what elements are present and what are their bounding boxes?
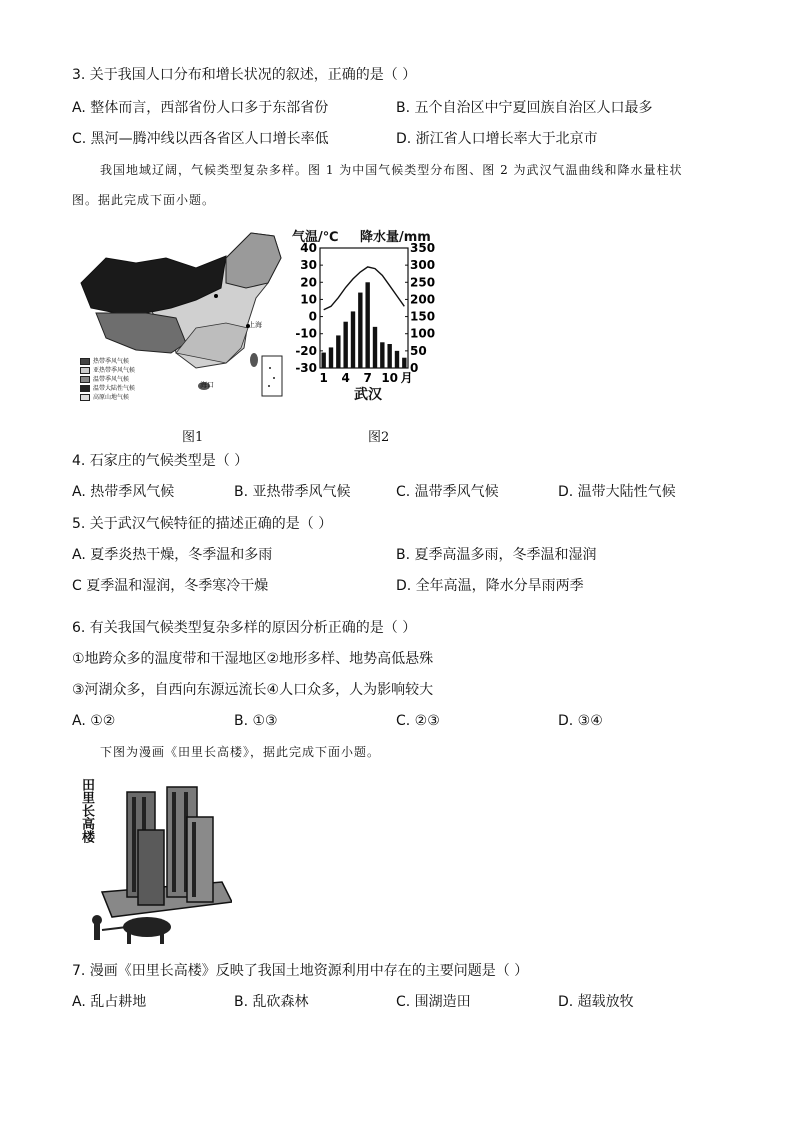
q3-option-c: C. 黑河—腾冲线以西各省区人口增长率低 xyxy=(72,131,329,147)
q7-option-b: B. 乱砍森林 xyxy=(234,994,309,1010)
precipitation-bar xyxy=(373,327,377,368)
y-left-tick-label: 10 xyxy=(300,292,317,307)
q5-option-a: A. 夏季炎热干燥，冬季温和多雨 xyxy=(72,547,273,563)
q3-option-b: B. 五个自治区中宁夏回族自治区人口最多 xyxy=(396,100,653,116)
precipitation-bar xyxy=(395,351,399,368)
y-left-tick-label: -30 xyxy=(295,361,317,375)
y-right-tick-label: 0 xyxy=(410,361,419,375)
y-left-tick-label: 0 xyxy=(308,309,317,324)
figure-2-climate-chart xyxy=(290,226,440,406)
figure-1-legend xyxy=(76,356,166,406)
legend-item-1: 热带季风气候 xyxy=(80,358,129,365)
legend-item-3: 温带季风气候 xyxy=(80,376,129,383)
y-left-axis-label: 气温/℃ xyxy=(292,230,339,245)
q6-option-a: A. ①② xyxy=(72,713,116,729)
q3-stem: 3. 关于我国人口分布和增长状况的叙述，正确的是（ ） xyxy=(72,67,417,83)
plot-frame xyxy=(320,248,408,368)
climate-chart-svg xyxy=(290,226,440,406)
q6-option-d: D. ③④ xyxy=(558,713,603,729)
q6-item-2: ③河湖众多，自西向东源远流长④人口众多，人为影响较大 xyxy=(72,682,434,698)
q4-option-d: D. 温带大陆性气候 xyxy=(558,484,676,500)
chart-city-label: 武汉 xyxy=(354,387,382,403)
legend-item-5: 高原山地气候 xyxy=(80,394,129,401)
passage-1-line-2: 图。据此完成下面小题。 xyxy=(72,193,216,207)
y-right-tick-label: 200 xyxy=(410,292,436,307)
q5-stem: 5. 关于武汉气候特征的描述正确的是（ ） xyxy=(72,516,333,532)
y-right-tick-label: 350 xyxy=(410,241,436,255)
q3-option-a: A. 整体而言，西部省份人口多于东部省份 xyxy=(72,100,329,116)
legend-item-4: 温带大陆性气候 xyxy=(80,385,135,392)
y-left-tick-label: 20 xyxy=(300,275,317,290)
q4-option-b: B. 亚热带季风气候 xyxy=(234,484,351,500)
x-unit-label: 月 xyxy=(400,371,413,385)
precipitation-bar xyxy=(336,335,340,368)
cartoon-title: 田里长高楼 xyxy=(79,778,94,843)
q5-option-c: C 夏季温和湿润，冬季寒冷干燥 xyxy=(72,578,269,594)
q4-option-c: C. 温带季风气候 xyxy=(396,484,499,500)
label-haikou: 海口 xyxy=(200,381,214,389)
x-tick-label: 10 xyxy=(381,371,399,385)
temperature-line xyxy=(324,267,405,310)
cartoon-icon xyxy=(72,772,232,947)
figure-1-caption: 图1 xyxy=(182,430,204,445)
y-left-tick-label: -20 xyxy=(295,343,317,358)
y-right-tick-label: 250 xyxy=(410,275,436,290)
precipitation-bar xyxy=(329,347,333,368)
precipitation-bar xyxy=(321,353,325,368)
q4-stem: 4. 石家庄的气候类型是（ ） xyxy=(72,453,249,469)
y-left-tick-label: -10 xyxy=(295,326,317,341)
q6-option-b: B. ①③ xyxy=(234,713,278,729)
y-right-axis-label: 降水量/mm xyxy=(360,230,431,245)
q4-option-a: A. 热带季风气候 xyxy=(72,484,175,500)
legend-item-2: 亚热带季风气候 xyxy=(80,367,135,374)
figure-2-caption: 图2 xyxy=(368,430,390,445)
y-right-tick-label: 100 xyxy=(410,326,436,341)
q6-stem: 6. 有关我国气候类型复杂多样的原因分析正确的是（ ） xyxy=(72,620,417,636)
precipitation-bar xyxy=(402,358,406,368)
q5-option-b: B. 夏季高温多雨，冬季温和湿润 xyxy=(396,547,597,563)
q7-option-c: C. 围湖造田 xyxy=(396,994,471,1010)
q7-stem: 7. 漫画《田里长高楼》反映了我国土地资源利用中存在的主要问题是（ ） xyxy=(72,963,529,979)
y-right-tick-label: 150 xyxy=(410,309,436,324)
q6-item-1: ①地跨众多的温度带和干湿地区②地形多样、地势高低悬殊 xyxy=(72,651,434,667)
q7-option-d: D. 超载放牧 xyxy=(558,994,634,1010)
y-right-tick-label: 300 xyxy=(410,258,436,273)
cartoon-buildings-in-field xyxy=(72,772,232,947)
precipitation-bar xyxy=(343,322,347,368)
x-tick-label: 7 xyxy=(363,371,372,385)
q7-option-a: A. 乱占耕地 xyxy=(72,994,147,1010)
passage-2-line-1: 下图为漫画《田里长高楼》，据此完成下面小题。 xyxy=(100,745,381,759)
q3-option-d: D. 浙江省人口增长率大于北京市 xyxy=(396,131,598,147)
x-tick-label: 4 xyxy=(341,371,350,385)
precipitation-bar xyxy=(358,293,362,368)
figure-1-climate-map xyxy=(76,228,286,408)
x-tick-label: 1 xyxy=(319,371,328,385)
q5-option-d: D. 全年高温，降水分旱雨两季 xyxy=(396,578,584,594)
passage-1-line-1: 我国地域辽阔，气候类型复杂多样。图 1 为中国气候类型分布图、图 2 为武汉气温曲线和降水量柱状 xyxy=(100,163,683,177)
y-left-tick-label: 40 xyxy=(300,241,317,255)
precipitation-bar xyxy=(387,344,391,368)
precipitation-bar xyxy=(380,342,384,368)
q6-option-c: C. ②③ xyxy=(396,713,440,729)
label-shanghai: 上海 xyxy=(248,321,262,329)
y-right-tick-label: 50 xyxy=(410,343,427,358)
y-left-tick-label: 30 xyxy=(300,258,317,273)
precipitation-bar xyxy=(365,282,369,368)
precipitation-bar xyxy=(351,311,355,368)
